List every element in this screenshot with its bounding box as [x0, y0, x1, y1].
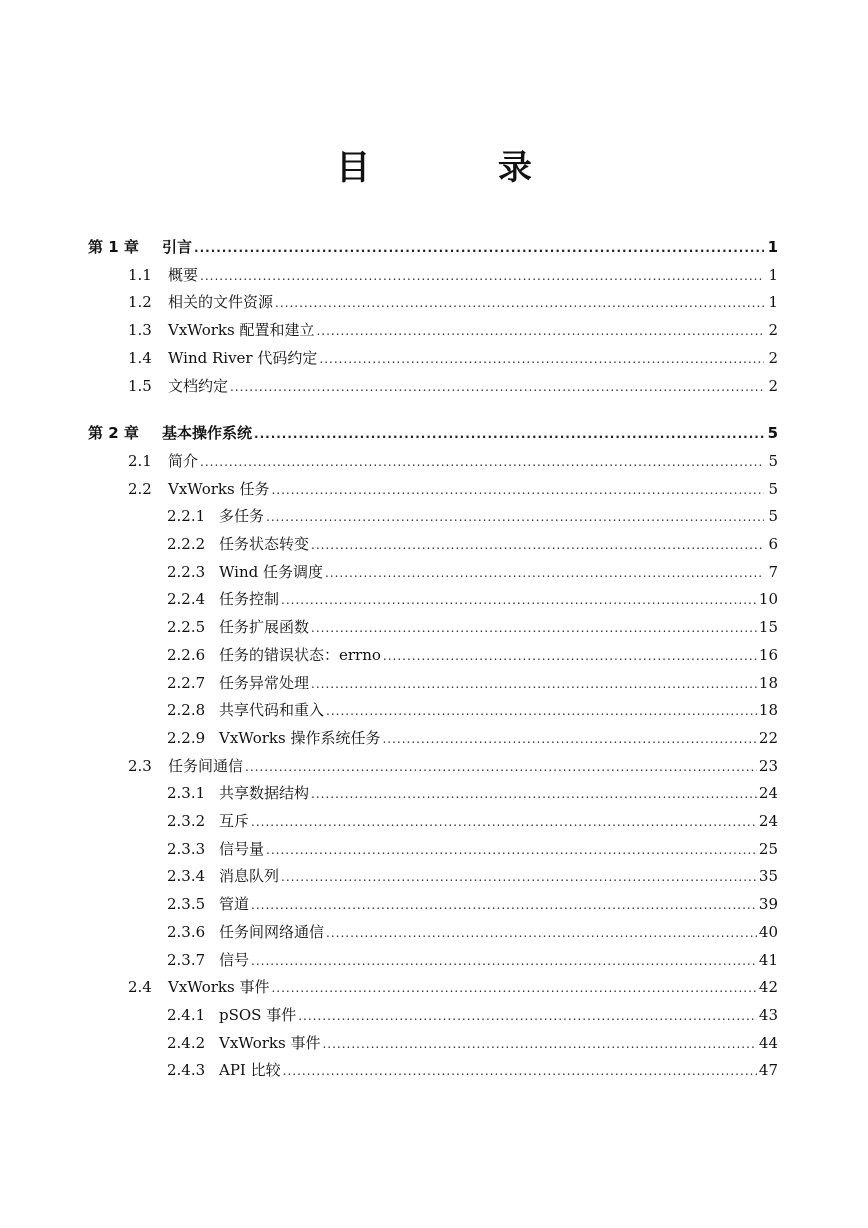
toc-entry-page: 18 [758, 673, 778, 692]
toc-entry-label: 任务扩展函数 [219, 618, 310, 637]
toc-section-entry[interactable] [167, 1004, 778, 1026]
toc-dot-leader [311, 534, 764, 556]
toc-entry-number: 2.3.6 [167, 922, 206, 941]
toc-entry-number: 1.4 [128, 348, 152, 367]
toc-section-entry[interactable] [167, 838, 778, 860]
toc-entry-number: 2.2 [128, 479, 152, 498]
toc-entry-label: 任务间网络通信 [219, 922, 325, 941]
toc-entry-number: 2.4.2 [167, 1033, 206, 1052]
toc-entry-label: 任务状态转变 [219, 535, 310, 553]
toc-entry-label: Wind 任务调度 [219, 562, 323, 581]
toc-entry-page: 7 [768, 562, 778, 581]
toc-entry-number: 2.2.6 [167, 645, 206, 664]
toc-section-entry[interactable] [167, 782, 778, 804]
toc-entry-number: 2.2.9 [167, 728, 206, 747]
toc-entry-number: 2.2.1 [167, 507, 206, 526]
toc-entry-page: 1 [768, 293, 778, 312]
toc-entry-number: 2.3.1 [167, 784, 206, 803]
toc-section-entry[interactable] [167, 588, 778, 610]
toc-dot-leader [200, 451, 764, 473]
toc-dot-leader [275, 292, 764, 314]
toc-section-entry[interactable] [167, 505, 778, 527]
toc-dot-leader [322, 1033, 756, 1055]
toc-section-entry[interactable] [128, 450, 778, 472]
toc-section-entry[interactable] [167, 810, 778, 832]
toc-entry-number: 2.3.5 [167, 895, 206, 914]
toc-dot-leader [251, 894, 757, 916]
toc-dot-leader [271, 479, 764, 501]
toc-entry-label: 任务间通信 [168, 756, 244, 775]
toc-entry-page: 16 [758, 645, 778, 664]
toc-entry-label: pSOS 事件 [219, 1005, 297, 1024]
toc-dot-leader [266, 506, 764, 528]
toc-entry-label: 相关的文件资源 [168, 293, 274, 312]
toc-entry-page: 5 [768, 451, 778, 470]
toc-dot-leader [283, 1060, 757, 1082]
toc-entry-number: 2.3 [128, 756, 152, 775]
toc-section-entry[interactable] [167, 616, 778, 638]
toc-entry-label: 引言 [162, 238, 193, 256]
toc-dot-leader [271, 977, 756, 999]
toc-section-entry[interactable] [128, 375, 778, 397]
toc-section-entry[interactable] [128, 347, 778, 369]
toc-entry-number: 1.2 [128, 293, 152, 312]
toc-entry-number: 1.1 [128, 265, 152, 284]
toc-section-entry[interactable] [167, 1059, 778, 1081]
toc-entry-number: 2.2.4 [167, 590, 206, 609]
toc-dot-leader [326, 700, 757, 722]
toc-entry-page: 2 [768, 376, 778, 395]
toc-entry-page: 24 [758, 784, 778, 803]
toc-dot-leader [281, 866, 757, 888]
toc-dot-leader [325, 562, 764, 584]
page-title: 目 录 [336, 148, 590, 188]
toc-dot-leader [311, 783, 757, 805]
toc-entry-number: 2.4.1 [167, 1005, 206, 1024]
toc-section-entry[interactable] [167, 949, 778, 971]
toc-section-entry[interactable] [128, 264, 778, 286]
toc-entry-number: 2.2.8 [167, 701, 206, 720]
toc-entry-page: 41 [758, 950, 778, 969]
toc-entry-number: 2.2.3 [167, 562, 206, 581]
toc-dot-leader [230, 376, 764, 398]
toc-entry-label: 基本操作系统 [162, 424, 253, 443]
toc-entry-page: 47 [758, 1061, 778, 1080]
toc-dot-leader [298, 1005, 757, 1027]
toc-chapter-entry[interactable] [88, 422, 778, 444]
toc-section-entry[interactable] [167, 865, 778, 887]
toc-entry-label: 任务的错误状态：errno [219, 645, 381, 664]
toc-section-entry[interactable] [128, 976, 778, 998]
toc-dot-leader [200, 265, 764, 287]
toc-dot-leader [319, 348, 764, 370]
toc-entry-label: 任务异常处理 [219, 673, 310, 692]
toc-entry-page: 18 [758, 701, 778, 720]
toc-entry-number: 第 1 章 [88, 238, 139, 256]
toc-entry-label: VxWorks 事件 [168, 978, 270, 997]
toc-entry-label: 互斥 [219, 812, 250, 830]
toc-entry-page: 44 [758, 1033, 778, 1052]
toc-entry-number: 2.4 [128, 978, 152, 997]
toc-entry-page: 5 [768, 479, 778, 498]
toc-section-entry[interactable] [128, 478, 778, 500]
toc-section-entry[interactable] [128, 291, 778, 313]
toc-section-entry[interactable] [167, 672, 778, 694]
toc-entry-label: VxWorks 操作系统任务 [219, 728, 381, 747]
toc-entry-label: 共享代码和重入 [219, 701, 325, 720]
toc-entry-page: 40 [758, 922, 778, 941]
toc-section-entry[interactable] [167, 644, 778, 666]
toc-section-entry[interactable] [167, 561, 778, 583]
toc-entry-label: 多任务 [219, 507, 265, 526]
toc-entry-label: 管道 [219, 895, 250, 914]
toc-entry-number: 2.4.3 [167, 1061, 206, 1080]
toc-entry-page: 43 [758, 1005, 778, 1024]
toc-dot-leader [326, 922, 757, 944]
toc-entry-label: 消息队列 [219, 867, 280, 886]
toc-entry-page: 22 [758, 728, 778, 747]
toc-entry-page: 2 [768, 321, 778, 340]
toc-entry-number: 2.2.5 [167, 618, 206, 637]
toc-entry-label: 共享数据结构 [219, 784, 310, 803]
toc-entry-page: 42 [758, 978, 778, 997]
toc-section-entry[interactable] [167, 727, 778, 749]
toc-entry-page: 1 [768, 265, 778, 284]
toc-entry-page: 39 [758, 895, 778, 914]
toc-section-entry[interactable] [167, 893, 778, 915]
toc-dot-leader [311, 673, 757, 695]
toc-dot-leader [251, 950, 757, 972]
toc-entry-label: 任务控制 [219, 590, 280, 609]
toc-entry-page: 15 [758, 618, 778, 637]
toc-entry-number: 2.3.7 [167, 950, 206, 969]
toc-entry-page: 35 [758, 867, 778, 886]
toc-entry-label: 信号量 [219, 839, 265, 858]
toc-dot-leader [316, 320, 764, 342]
toc-entry-label: Wind River 代码约定 [168, 348, 318, 367]
toc-entry-page: 5 [768, 507, 778, 526]
toc-entry-label: VxWorks 配置和建立 [168, 321, 315, 340]
toc-entry-page: 1 [767, 238, 778, 256]
toc-entry-label: 概要 [168, 265, 199, 284]
toc-entry-number: 2.1 [128, 451, 152, 470]
toc-dot-leader [194, 237, 764, 259]
toc-section-entry[interactable] [167, 921, 778, 943]
toc-dot-leader [311, 617, 757, 639]
toc-section-entry[interactable] [167, 699, 778, 721]
toc-dot-leader [266, 839, 757, 861]
toc-section-entry[interactable] [128, 319, 778, 341]
toc-entry-label: VxWorks 任务 [168, 479, 270, 498]
toc-entry-page: 6 [768, 535, 778, 553]
toc-section-entry[interactable] [167, 1032, 778, 1054]
toc-entry-number: 2.2.7 [167, 673, 206, 692]
toc-entry-number: 第 2 章 [88, 424, 139, 443]
toc-dot-leader [383, 645, 757, 667]
toc-entry-label: 信号 [219, 950, 250, 969]
toc-entry-number: 2.3.3 [167, 839, 206, 858]
toc-entry-label: VxWorks 事件 [219, 1033, 321, 1052]
toc-dot-leader [281, 589, 757, 611]
toc-entry-page: 10 [758, 590, 778, 609]
toc-entry-label: API 比较 [219, 1061, 281, 1080]
toc-dot-leader [254, 423, 764, 445]
toc-entry-label: 文档约定 [168, 376, 229, 395]
toc-entry-number: 2.3.4 [167, 867, 206, 886]
toc-entry-number: 1.3 [128, 321, 152, 340]
toc-section-entry[interactable] [128, 755, 778, 777]
toc-entry-page: 23 [758, 756, 778, 775]
toc-entry-number: 1.5 [128, 376, 152, 395]
toc-entry-label: 简介 [168, 451, 199, 470]
toc-chapter-entry[interactable] [88, 236, 778, 258]
toc-entry-number: 2.2.2 [167, 535, 206, 553]
toc-entry-number: 2.3.2 [167, 812, 206, 830]
toc-dot-leader [245, 756, 757, 778]
toc-entry-page: 5 [767, 424, 778, 443]
toc-section-entry[interactable] [167, 533, 778, 555]
toc-entry-page: 2 [768, 348, 778, 367]
toc-dot-leader [251, 811, 757, 833]
toc-dot-leader [382, 728, 756, 750]
toc-entry-page: 24 [758, 812, 778, 830]
toc-entry-page: 25 [758, 839, 778, 858]
